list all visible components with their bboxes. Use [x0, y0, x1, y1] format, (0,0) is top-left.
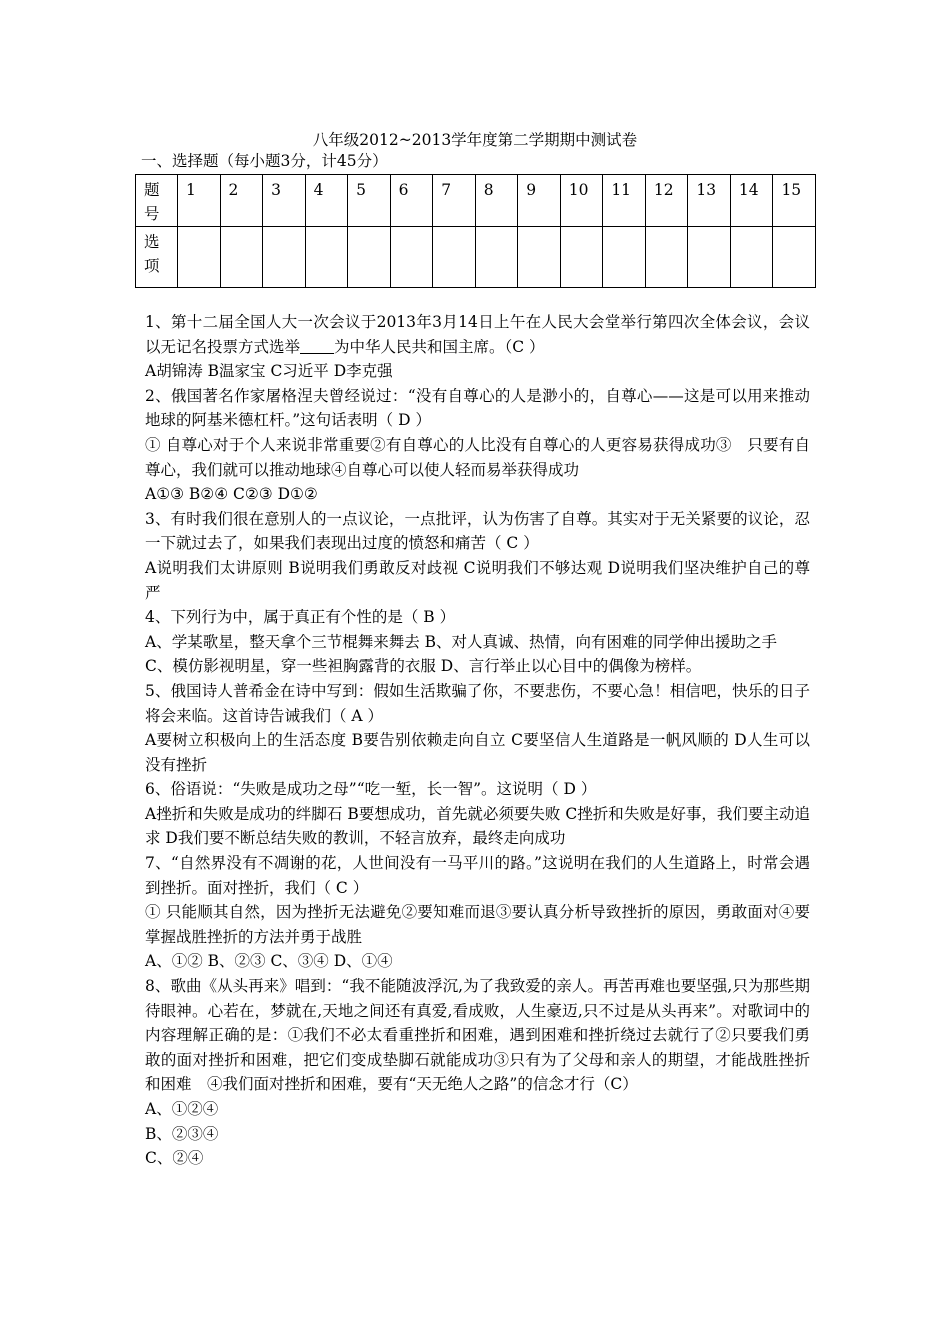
exam-title: 八年级2012~2013学年度第二学期期中测试卷	[312, 131, 638, 149]
answer-cell[interactable]	[178, 227, 221, 288]
answer-cell[interactable]	[773, 227, 816, 288]
table-cell-number: 14	[730, 175, 773, 227]
table-cell-number: 9	[518, 175, 561, 227]
question-stem: 7、“自然界没有不凋谢的花，人世间没有一马平川的路。”这说明在我们的人生道路上，时常会遇到挫折。面对挫折，我们（ C ）	[145, 854, 810, 897]
question-6	[145, 777, 810, 851]
question-option: B、②③④	[145, 1124, 219, 1143]
table-cell-number: 7	[433, 175, 476, 227]
question-stem: 2、俄国著名作家屠格涅夫曾经说过：“没有自尊心的人是渺小的，自尊心——这是可以用来推动地球的阿基米德杠杆。”这句话表明（ D ）	[145, 386, 810, 430]
answer-cell[interactable]	[518, 227, 561, 288]
table-cell-number: 11	[603, 175, 646, 227]
questions	[145, 310, 810, 1171]
answer-cell[interactable]	[305, 227, 348, 288]
answer-table-number-row	[136, 175, 816, 227]
question-stem: 6、俗语说：“失败是成功之母”“吃一堑，长一智”。这说明（ D ）	[145, 780, 597, 799]
table-cell-number: 2	[220, 175, 263, 227]
answer-cell[interactable]	[348, 227, 391, 288]
table-cell-number: 5	[348, 175, 391, 227]
table-cell-number: 1	[178, 175, 221, 227]
table-cell-number: 12	[645, 175, 688, 227]
question-options: A胡锦涛 B温家宝 C习近平 D李克强	[145, 362, 393, 381]
fill-blank	[300, 337, 334, 354]
table-cell-number: 3	[263, 175, 306, 227]
question-stem: 4、下列行为中，属于真正有个性的是（ B ）	[145, 608, 456, 627]
question-2	[145, 384, 810, 507]
question-options: A、学某歌星，整天拿个三节棍舞来舞去 B、对人真诚、热情，向有困难的同学伸出援助之手	[145, 632, 778, 651]
table-header-number: 题 号	[136, 175, 178, 227]
answer-cell[interactable]	[603, 227, 646, 288]
table-cell-number: 6	[390, 175, 433, 227]
question-statements: ① 自尊心对于个人来说非常重要②有自尊心的人比没有自尊心的人更容易获得成功③ 只要有自尊心，我们就可以推动地球④自尊心可以使人轻而易举获得成功	[145, 435, 810, 479]
question-options: A说明我们太讲原则 B说明我们勇敢反对歧视 C说明我们不够达观 D说明我们坚决维护自己的尊严	[145, 558, 810, 602]
answer-cell[interactable]	[390, 227, 433, 288]
table-cell-number: 15	[773, 175, 816, 227]
answer-cell[interactable]	[560, 227, 603, 288]
table-cell-number: 4	[305, 175, 348, 227]
answer-cell[interactable]	[475, 227, 518, 288]
question-options: A、①② B、②③ C、③④ D、①④	[145, 952, 393, 971]
question-statements: ① 只能顺其自然，因为挫折无法避免②要知难而退③要认真分析导致挫折的原因，勇敢面对④要掌握战胜挫折的方法并勇于战胜	[145, 903, 810, 946]
table-cell-number: 13	[688, 175, 731, 227]
answer-table	[135, 174, 816, 288]
question-option: A、①②④	[145, 1100, 219, 1118]
question-options: A①③ B②④ C②③ D①②	[145, 485, 318, 504]
answer-table-choice-row	[136, 227, 816, 288]
question-stem: 5、俄国诗人普希金在诗中写到：假如生活欺骗了你，不要悲伤，不要心急！相信吧，快乐的日子将会来临。这首诗告诫我们（ A ）	[145, 681, 810, 725]
question-3	[145, 507, 810, 605]
answer-cell[interactable]	[688, 227, 731, 288]
question-1	[145, 310, 810, 384]
question-4	[145, 605, 810, 679]
answer-cell[interactable]	[263, 227, 306, 288]
table-cell-number: 10	[560, 175, 603, 227]
question-stem: 1、第十二届全国人大一次会议于2013年3月14日上午在人民大会堂举行第四次全体会议，会议以无记名投票方式选举 为中华人民共和国主席。（C ）	[145, 313, 810, 356]
question-options: A要树立积极向上的生活态度 B要告别依赖走向自立 C要坚信人生道路是一帆风顺的 D人生可以没有挫折	[145, 731, 810, 774]
question-7	[145, 851, 810, 974]
answer-cell[interactable]	[433, 227, 476, 288]
question-options: C、模仿影视明星，穿一些袒胸露背的衣服 D、言行举止以心目中的偶像为榜样。	[145, 657, 702, 676]
question-8	[145, 974, 810, 1171]
answer-cell[interactable]	[645, 227, 688, 288]
table-cell-number: 8	[475, 175, 518, 227]
question-5	[145, 679, 810, 777]
question-options: A挫折和失败是成功的绊脚石 B要想成功，首先就必须要失败 C挫折和失败是好事，我们要主动追求 D我们要不断总结失败的教训，不轻言放弃，最终走向成功	[145, 804, 810, 848]
question-stem: 8、歌曲《从头再来》唱到：“我不能随波浮沉,为了我致爱的亲人。再苦再难也要坚强,只为那些期待眼神。心若在，梦就在,天地之间还有真爱,看成败，人生豪迈,只不过是从头再来”。对歌词中的内容理解正确的是：①我们不必太看重挫折和困难，遇到困难和挫折绕过去就行了②只要我们勇敢的面对挫折和困难，把它们变成垫脚石就能成功③只有为了父母和亲人的期望，才能战胜挫折和困难 ④我们面对挫折和困难，要有“天无绝人之路”的信念才行（C）	[145, 977, 810, 1094]
table-header-choice: 选 项	[136, 227, 178, 288]
answer-cell[interactable]	[730, 227, 773, 288]
question-option: C、②④	[145, 1149, 204, 1168]
section-heading: 一、选择题（每小题3分，计45分）	[141, 152, 388, 170]
question-stem: 3、有时我们很在意别人的一点议论，一点批评，认为伤害了自尊。其实对于无关紧要的议论，忍一下就过去了，如果我们表现出过度的愤怒和痛苦（ C ）	[145, 509, 810, 553]
answer-cell[interactable]	[220, 227, 263, 288]
